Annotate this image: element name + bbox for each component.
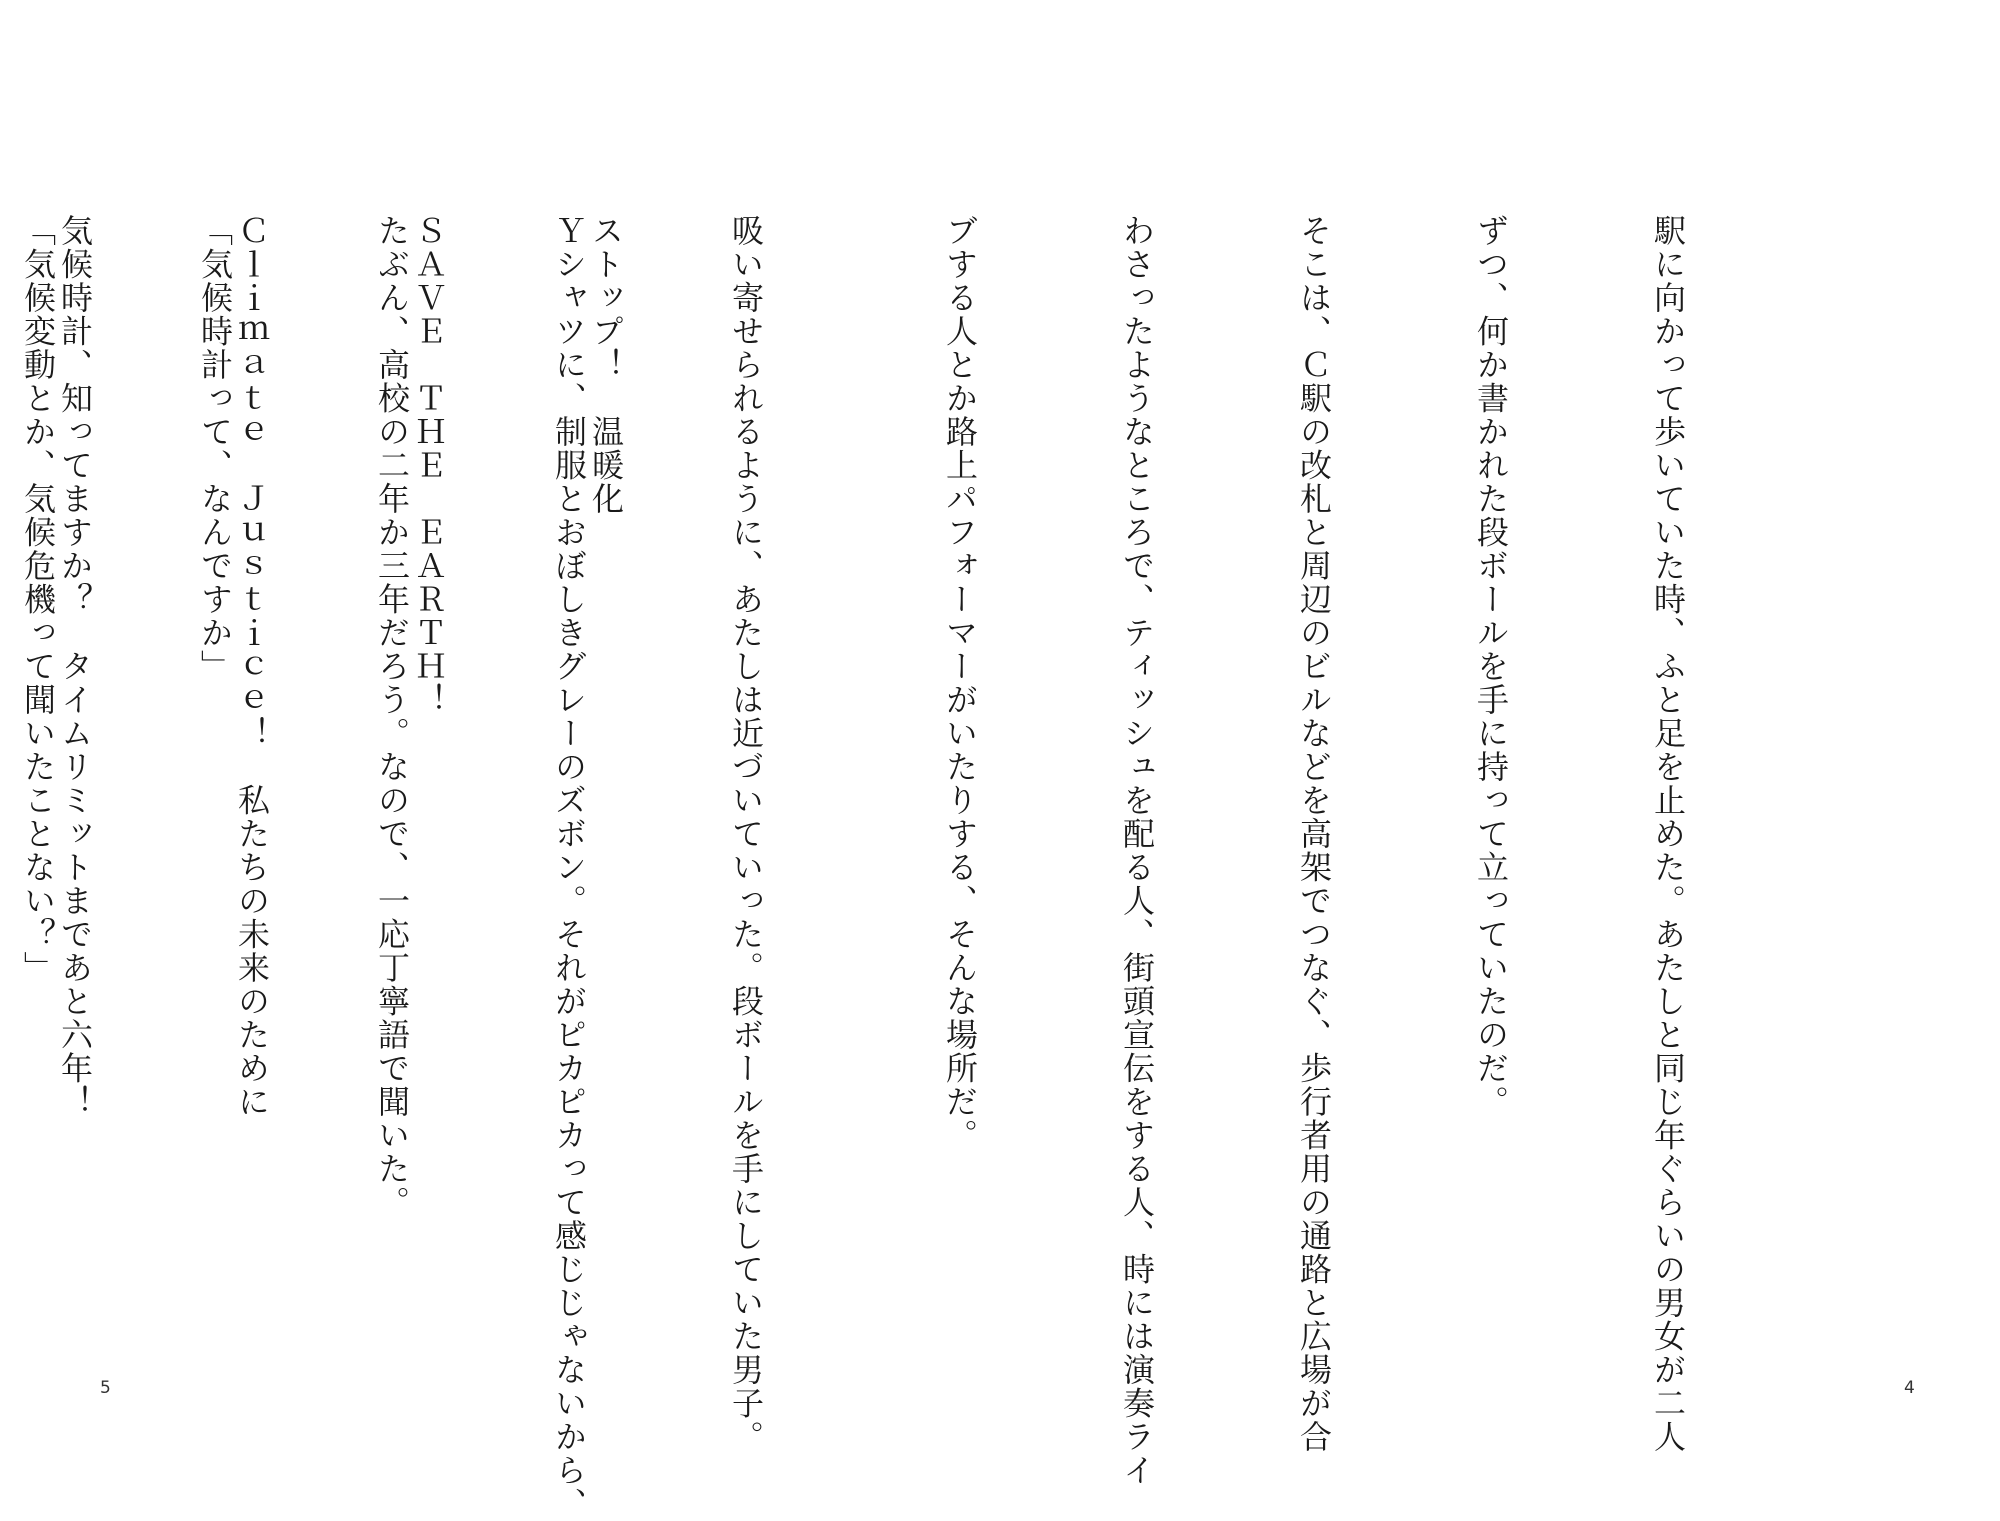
text-line: わさったようなところで、ティッシュを配る人、街頭宣伝をする人、時には演奏ライ: [1118, 214, 1156, 1487]
dialogue-line: 「気候変動とか、気候危機って聞いたことない？」: [19, 214, 57, 985]
sign-line: ストップ！ 温暖化: [587, 214, 625, 516]
dialogue-line: 「気候時計って、なんですか」: [196, 214, 234, 683]
text-line: そこは、Ｃ駅の改札と周辺のビルなどを高架でつなぐ、歩行者用の通路と広場が合: [1295, 214, 1333, 1454]
text-line: 駅に向かって歩いていた時、ふと足を止めた。あたしと同じ年ぐらいの男女が二人: [1649, 214, 1687, 1454]
page-number: 4: [1904, 1378, 1915, 1398]
text-line: Ｙシャツに、制服とおぼしきグレーのズボン。それがピカピカって感じじゃないから、: [550, 214, 588, 1521]
left-page-body: [0, 214, 893, 1521]
page-number: 5: [100, 1378, 111, 1398]
sign-line: ＳＡＶＥ ＴＨＥ ＥＡＲＴＨ！: [410, 214, 448, 717]
sign-line: Ｃｌｉｍａｔｅ Ｊｕｓｔｉｃｅ！ 私たちの未来のために: [233, 214, 271, 1119]
text-line: ブする人とか路上パフォーマーがいたりする、そんな場所だ。: [941, 214, 979, 1152]
text-line: ずつ、何か書かれた段ボールを手に持って立っていたのだ。: [1472, 214, 1510, 1119]
text-line: 吸い寄せられるように、あたしは近づいていった。段ボールを手にしていた男子。: [727, 214, 765, 1454]
text-line: たぶん、高校の二年か三年だろう。なので、一応丁寧語で聞いた。: [373, 214, 411, 1219]
sign-line: 気候時計、知ってますか？ タイムリミットまであと六年！: [56, 214, 94, 1119]
